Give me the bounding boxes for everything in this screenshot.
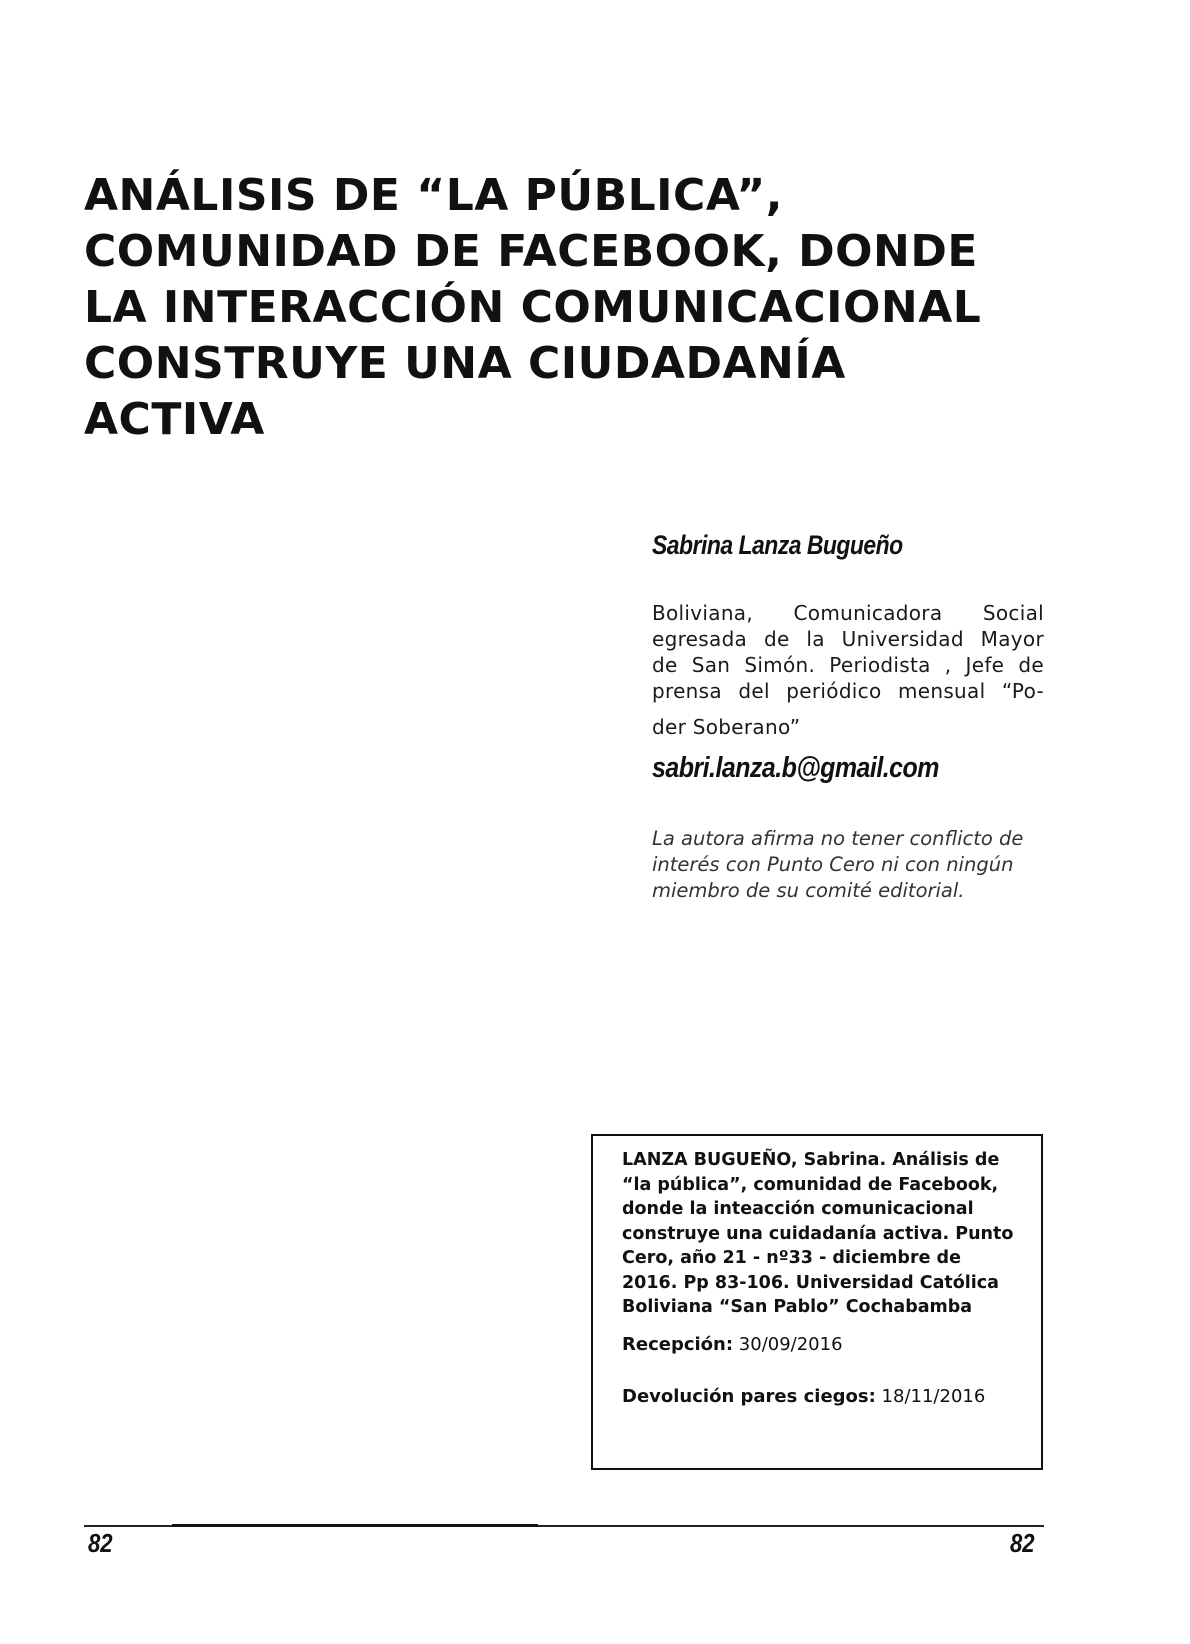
citation-line: construye una cuidadanía activa. Punto — [622, 1223, 1014, 1244]
citation-line: LANZA BUGUEÑO, Sabrina. Análisis de — [622, 1150, 1000, 1170]
citation-text — [622, 1148, 1022, 1320]
disclaimer-line: La autora afirma no tener conflicto de — [652, 827, 1024, 850]
citation-line: Boliviana “San Pablo” Cochabamba — [622, 1297, 973, 1317]
bio-line: der Soberano” — [652, 715, 801, 739]
bio-line: de San Simón. Periodista , Jefe de — [652, 653, 1044, 677]
bio-line: Boliviana, Comunicadora Social — [652, 601, 1044, 625]
title-line: LA INTERACCIÓN COMUNICACIONAL — [84, 282, 982, 333]
disclaimer-line: miembro de su comité editorial. — [652, 879, 965, 902]
bio-line: egresada de la Universidad Mayor — [652, 627, 1044, 651]
conflict-disclaimer — [652, 826, 1052, 904]
page-number-left: 82 — [88, 1528, 113, 1558]
citation-line: Cero, año 21 - nº33 - diciembre de — [622, 1248, 961, 1268]
review-date — [622, 1386, 985, 1407]
citation-line: donde la inteacción comunicacional — [622, 1199, 974, 1219]
citation-box — [591, 1134, 1043, 1470]
author-email[interactable]: sabri.lanza.b@gmail.com — [652, 752, 939, 784]
bio-line: prensa del periódico mensual “Po- — [652, 679, 1044, 703]
page-number-right: 82 — [1010, 1528, 1035, 1558]
citation-line: 2016. Pp 83-106. Universidad Católica — [622, 1272, 999, 1293]
title-line: COMUNIDAD DE FACEBOOK, DONDE — [84, 226, 978, 277]
author-name: Sabrina Lanza Bugueño — [652, 530, 903, 560]
reception-value: 30/09/2016 — [733, 1334, 843, 1355]
review-value: 18/11/2016 — [875, 1386, 986, 1407]
author-bio — [652, 600, 1044, 740]
title-line: ACTIVA — [84, 394, 265, 445]
reception-label: Recepción: — [622, 1334, 734, 1355]
review-label: Devolución pares ciegos: — [622, 1386, 876, 1407]
title-line: ANÁLISIS DE “LA PÚBLICA”, — [84, 170, 783, 221]
title-line: CONSTRUYE UNA CIUDADANÍA — [84, 338, 846, 389]
disclaimer-line: interés con Punto Cero ni con ningún — [652, 853, 1014, 876]
reception-date — [622, 1334, 843, 1355]
footer-divider-accent — [172, 1524, 538, 1527]
citation-line: “la pública”, comunidad de Facebook, — [622, 1174, 999, 1195]
article-title — [84, 168, 1044, 448]
